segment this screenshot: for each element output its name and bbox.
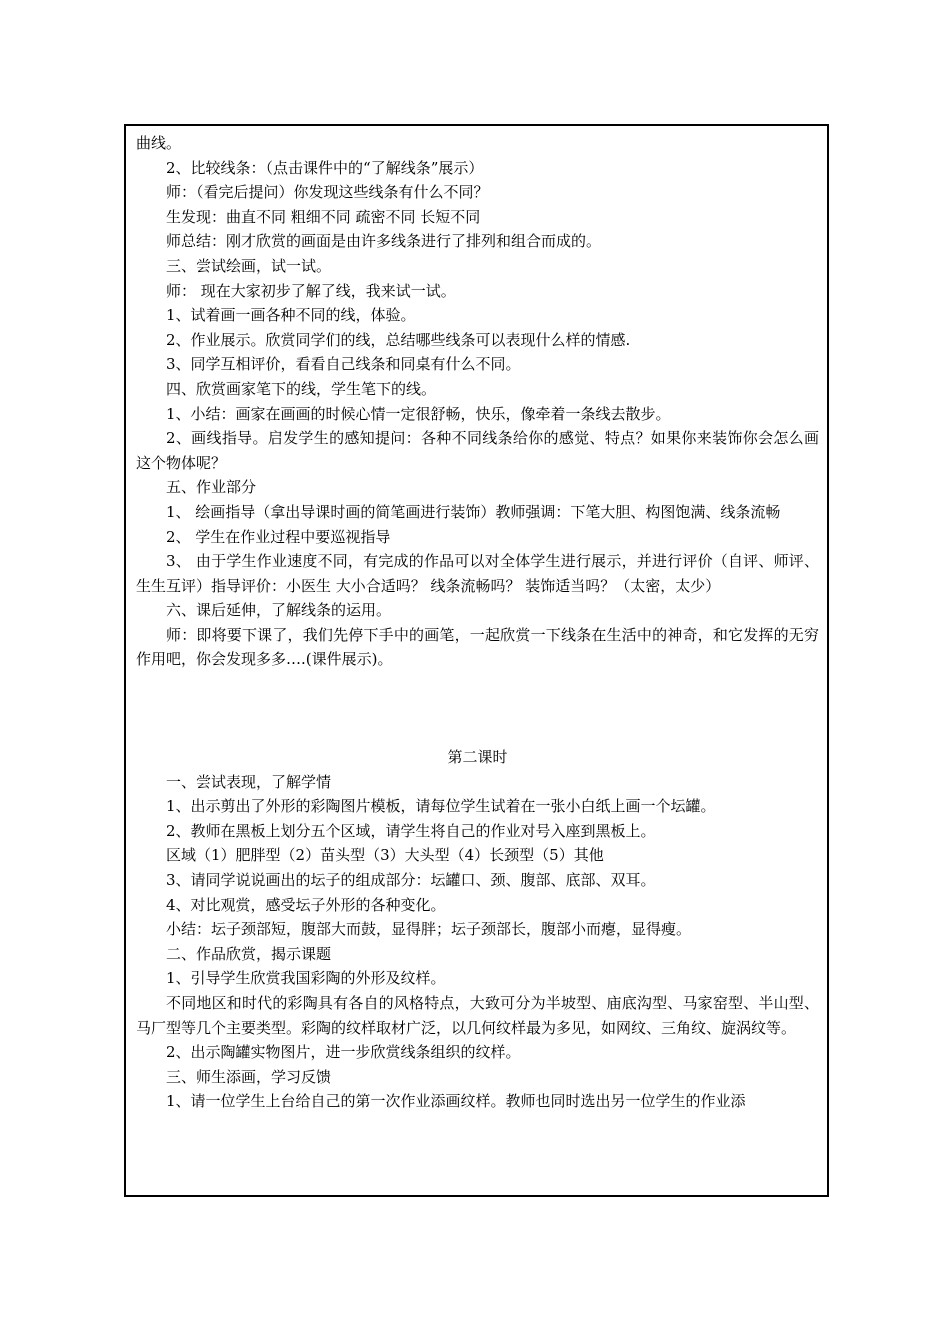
paragraph: 三、尝试绘画，试一试。	[166, 256, 332, 275]
paragraph: 2、 学生在作业过程中要巡视指导	[166, 527, 391, 546]
paragraph: 曲线。	[136, 134, 182, 152]
paragraph: 3、请同学说说画出的坛子的组成部分：坛罐口、颈、腹部、底部、双耳。	[166, 871, 656, 890]
lesson-part-one	[136, 131, 819, 672]
paragraph: 区域（1）肥胖型（2）苗头型（3）大头型（4）长颈型（5）其他	[166, 846, 604, 865]
lesson-part-two	[136, 770, 819, 1114]
paragraph: 四、欣赏画家笔下的线，学生笔下的线。	[166, 379, 437, 398]
paragraph: 师：（看完后提问）你发现这些线条有什么不同？	[166, 183, 489, 202]
blank-space	[136, 672, 819, 745]
paragraph: 生发现：曲直不同 粗细不同 疏密不同 长短不同	[166, 207, 481, 226]
paragraph: 三、师生添画，学习反馈	[166, 1067, 332, 1086]
paragraph: 3、 由于学生作业速度不同，有完成的作品可以对全体学生进行展示，并进行评价（自评、师评、生生互评）指导评价：小医生 大小合适吗？ 线条流畅吗？ 装饰适当吗？（太密，太少）	[136, 552, 819, 595]
paragraph: 1、小结：画家在画画的时候心情一定很舒畅，快乐，像牵着一条线去散步。	[166, 404, 671, 423]
paragraph: 二、作品欣赏，揭示课题	[166, 944, 332, 963]
paragraph: 六、课后延伸，了解线条的运用。	[166, 601, 392, 620]
paragraph: 2、出示陶罐实物图片，进一步欣赏线条组织的纹样。	[166, 1043, 521, 1062]
paragraph: 2、教师在黑板上划分五个区域，请学生将自己的作业对号入座到黑板上。	[166, 821, 656, 840]
paragraph: 1、引导学生欣赏我国彩陶的外形及纹样。	[166, 969, 446, 988]
paragraph: 五、作业部分	[166, 478, 257, 497]
paragraph: 2、画线指导。启发学生的感知提问：各种不同线条给你的感觉、特点？如果你来装饰你会怎么画这个物体呢？	[136, 429, 819, 472]
lesson-plan-table-cell	[124, 124, 829, 1197]
lesson-content	[136, 131, 819, 1114]
paragraph: 不同地区和时代的彩陶具有各自的风格特点，大致可分为半坡型、庙底沟型、马家窑型、半山型、马厂型等几个主要类型。彩陶的纹样取材广泛，以几何纹样最为多见，如网纹、三角纹、旋涡纹等。	[136, 994, 819, 1037]
section-title: 第二课时	[447, 748, 508, 767]
paragraph: 2、比较线条：（点击课件中的“了解线条”展示）	[166, 158, 484, 177]
paragraph: 1、试着画一画各种不同的线，体验。	[166, 306, 416, 325]
paragraph: 小结：坛子颈部短，腹部大而鼓，显得胖；坛子颈部长，腹部小而瘪，显得瘦。	[166, 920, 692, 939]
paragraph: 3、同学互相评价，看看自己线条和同桌有什么不同。	[166, 355, 521, 374]
paragraph: 2、作业展示。欣赏同学们的线，总结哪些线条可以表现什么样的情感.	[166, 330, 631, 349]
paragraph: 4、对比观赏，感受坛子外形的各种变化。	[166, 895, 446, 914]
paragraph: 一、尝试表现，了解学情	[166, 772, 332, 791]
paragraph: 1、 绘画指导（拿出导课时画的简笔画进行装饰）教师强调：下笔大胆、构图饱满、线条流畅	[166, 502, 781, 521]
paragraph: 师： 现在大家初步了解了线，我来试一试。	[166, 281, 456, 300]
paragraph: 1、出示剪出了外形的彩陶图片模板，请每位学生试着在一张小白纸上画一个坛罐。	[166, 797, 716, 816]
paragraph: 师：即将要下课了，我们先停下手中的画笔，一起欣赏一下线条在生活中的神奇，和它发挥的无穷作用吧，你会发现多多….(课件展示)。	[136, 625, 819, 669]
paragraph: 1、请一位学生上台给自己的第一次作业添画纹样。教师也同时选出另一位学生的作业添	[166, 1092, 746, 1111]
paragraph: 师总结：刚才欣赏的画面是由许多线条进行了排列和组合而成的。	[166, 232, 602, 251]
